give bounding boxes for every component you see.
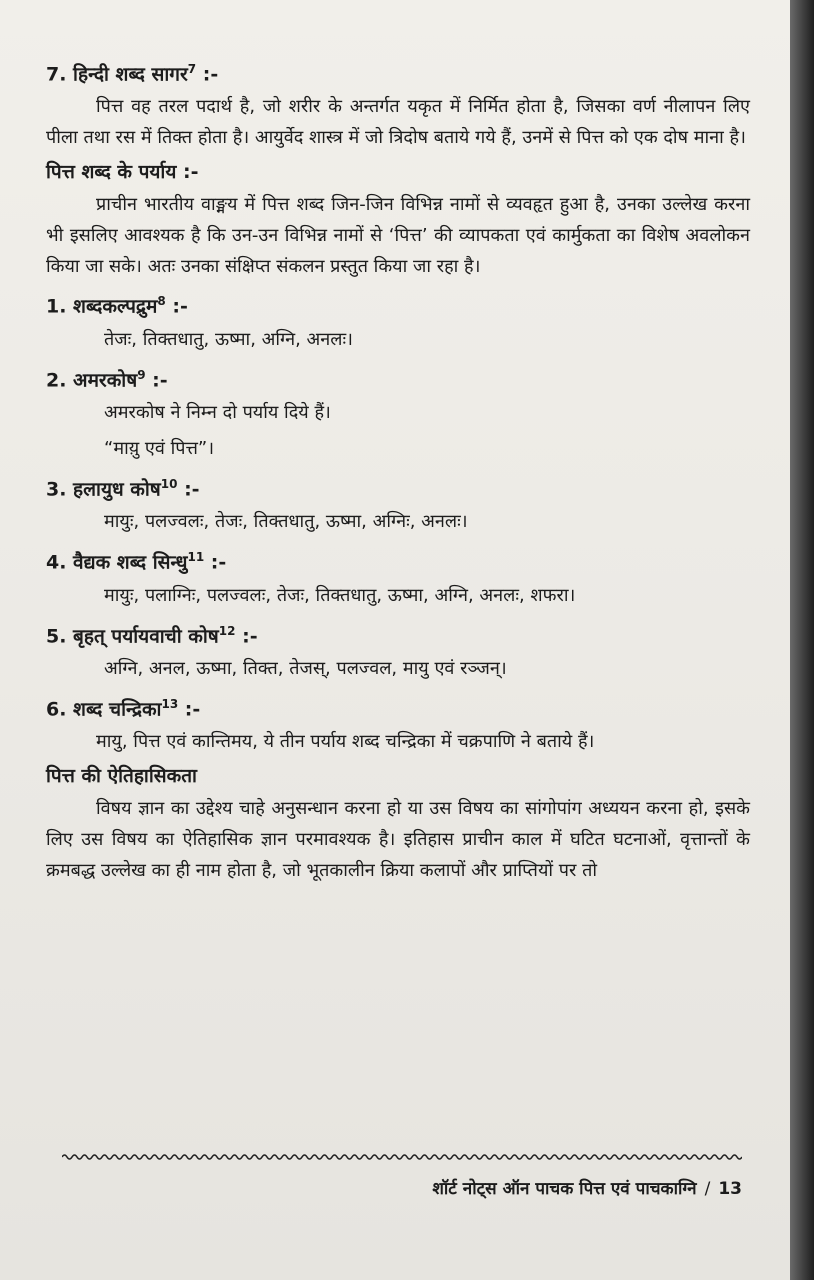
paragraph-hindi-shabd-sagar: पित्त वह तरल पदार्थ है, जो शरीर के अन्तर्गत यकृत में निर्मित होता है, जिसका वर्ण नीलापन लिए पीला तथा रस में तिक्त होता है। आयुर्वेद शास्त्र में जो त्रिदोष बताये गये हैं, उनमें से पित्त को एक दोष माना है। [46, 96, 750, 149]
section-heading-shabd-chandrika: 6. शब्द चन्द्रिका$^{13}$ :- [46, 696, 201, 721]
paragraph-shabd-chandrika: मायु, पित्त एवं कान्तिमय, ये तीन पर्याय शब्द चन्द्रिका में चक्रपाणि ने बताये हैं। [96, 731, 595, 753]
list-item-amarkosh-2: “माय़ु एवं पित्त”। [104, 437, 215, 459]
section-heading-shabdkalpadrum: 1. शब्दकल्पद्रुम$^8$ :- [46, 294, 188, 318]
page-number: 13 [718, 1179, 742, 1199]
wavy-divider-icon [62, 1150, 742, 1164]
section-heading-amarkosh: 2. अमरकोष$^9$ :- [46, 367, 168, 391]
section-heading-vaidyak-shabd-sindhu: 4. वैद्यक शब्द सिन्धु$^{11}$ :- [46, 550, 227, 574]
list-item-vaidyak-shabd-sindhu: मायुः, पलाग्निः, पलज्वलः, तेजः, तिक्तधातु, ऊष्मा, अग्नि, अनलः, शफरा। [104, 584, 576, 606]
list-item-halayudh-kosh: मायुः, पलज्वलः, तेजः, तिक्तधातु, ऊष्मा, अग्निः, अनलः। [104, 511, 468, 533]
footer-text [62, 1178, 742, 1200]
paragraph-aitihasikata: विषय ज्ञान का उद्देश्य चाहे अनुसन्धान करना हो या उस विषय का सांगोपांग अध्ययन करना हो, इसके लिए उस विषय का ऐतिहासिक ज्ञान परमावश्यक है। इतिहास प्राचीन काल में घटित घटनाओं, वृत्तान्तों के क्रमबद्ध उल्लेख का ही नाम होता है, जो भूतकालीन क्रिया कलापों और प्राप्तियों पर तो [46, 798, 750, 882]
book-spine-shadow [790, 0, 814, 1280]
footer-separator: / [704, 1179, 711, 1199]
book-title: शॉर्ट नोट्स ऑन पाचक पित्त एवं पाचकाग्नि [432, 1179, 697, 1199]
section-heading-aitihasikata: पित्त की ऐतिहासिकता [46, 765, 197, 788]
paragraph-paryay: प्राचीन भारतीय वाङ्मय में पित्त शब्द जिन-जिन विभिन्न नामों से व्यवहृत हुआ है, उनका उल्लेख करना भी इसलिए आवश्यक है कि उन-उन विभिन्न नामों से ‘पित्त’ की व्यापकता एवं कार्मुकता का विशेष अवलोकन किया जा सके। अतः उनका संक्षिप्त संकलन प्रस्तुत किया जा रहा है। [46, 194, 750, 278]
list-item-amarkosh-1: अमरकोष ने निम्न दो पर्याय दिये हैं। [104, 401, 331, 423]
section-heading-halayudh-kosh: 3. हलायुध कोष$^{10}$ :- [46, 476, 200, 501]
section-heading-paryay: पित्त शब्द के पर्याय :- [46, 161, 199, 184]
list-item-shabdkalpadrum: तेजः, तिक्तधातु, ऊष्मा, अग्नि, अनलः। [104, 328, 353, 350]
page-footer [62, 1150, 742, 1200]
section-heading-brihat-paryayvachi-kosh: 5. बृहत् पर्यायवाची कोष$^{12}$ :- [46, 623, 258, 647]
section-heading-hindi-shabd-sagar: 7. हिन्दी शब्द सागर$^7$ :- [46, 62, 219, 86]
list-item-brihat-paryayvachi-kosh: अग्नि, अनल, ऊष्मा, तिक्त, तेजस्, पलज्वल, मायु एवं रञ्जन्। [104, 657, 507, 679]
